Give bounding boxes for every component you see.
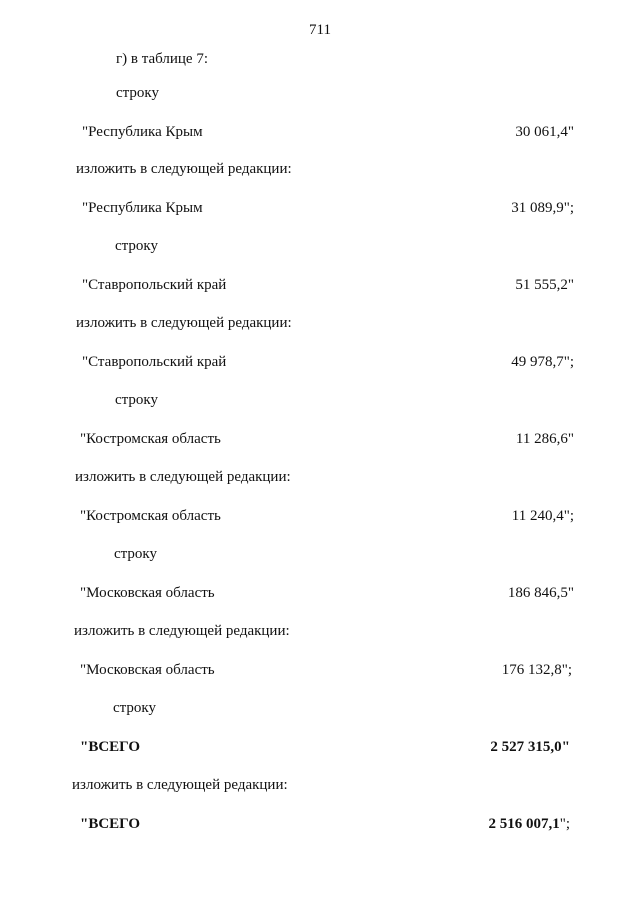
instruction-label: изложить в следующей редакции:	[74, 623, 290, 639]
region-value: 186 846,5"	[507, 585, 574, 601]
instruction-label: изложить в следующей редакции:	[72, 777, 288, 793]
region-label: "Республика Крым	[82, 124, 203, 140]
instruction-label: строку	[115, 392, 158, 408]
region-label: "Костромская область	[80, 508, 221, 524]
region-value: 11 240,4";	[511, 508, 574, 524]
region-label: "Московская область	[80, 662, 215, 678]
instruction-label: строку	[113, 700, 156, 716]
total-value-suffix: ";	[559, 816, 570, 832]
region-label: "Московская область	[80, 585, 215, 601]
instruction-label: строку	[115, 238, 158, 254]
total-label: "ВСЕГО	[80, 816, 141, 832]
total-label: "ВСЕГО	[80, 739, 141, 755]
intro-line: г) в таблице 7:	[116, 51, 208, 67]
region-label: "Ставропольский край	[82, 354, 227, 370]
instruction-label: строку	[116, 85, 159, 101]
total-value-line	[488, 815, 570, 833]
region-value: 51 555,2"	[515, 277, 574, 293]
instruction-label: изложить в следующей редакции:	[76, 315, 292, 331]
instruction-label: изложить в следующей редакции:	[76, 161, 292, 177]
region-label: "Костромская область	[80, 431, 221, 447]
region-label: "Республика Крым	[82, 200, 203, 216]
instruction-label: изложить в следующей редакции:	[75, 469, 291, 485]
total-value: 2 516 007,1	[488, 816, 560, 832]
region-value: 49 978,7";	[511, 354, 574, 370]
instruction-label: строку	[114, 546, 157, 562]
region-value: 176 132,8";	[501, 662, 572, 678]
region-value: 30 061,4"	[515, 124, 574, 140]
region-value: 31 089,9";	[511, 200, 574, 216]
page-number: 711	[309, 22, 331, 38]
total-value: 2 527 315,0"	[490, 739, 570, 755]
region-value: 11 286,6"	[515, 431, 574, 447]
region-label: "Ставропольский край	[82, 277, 227, 293]
